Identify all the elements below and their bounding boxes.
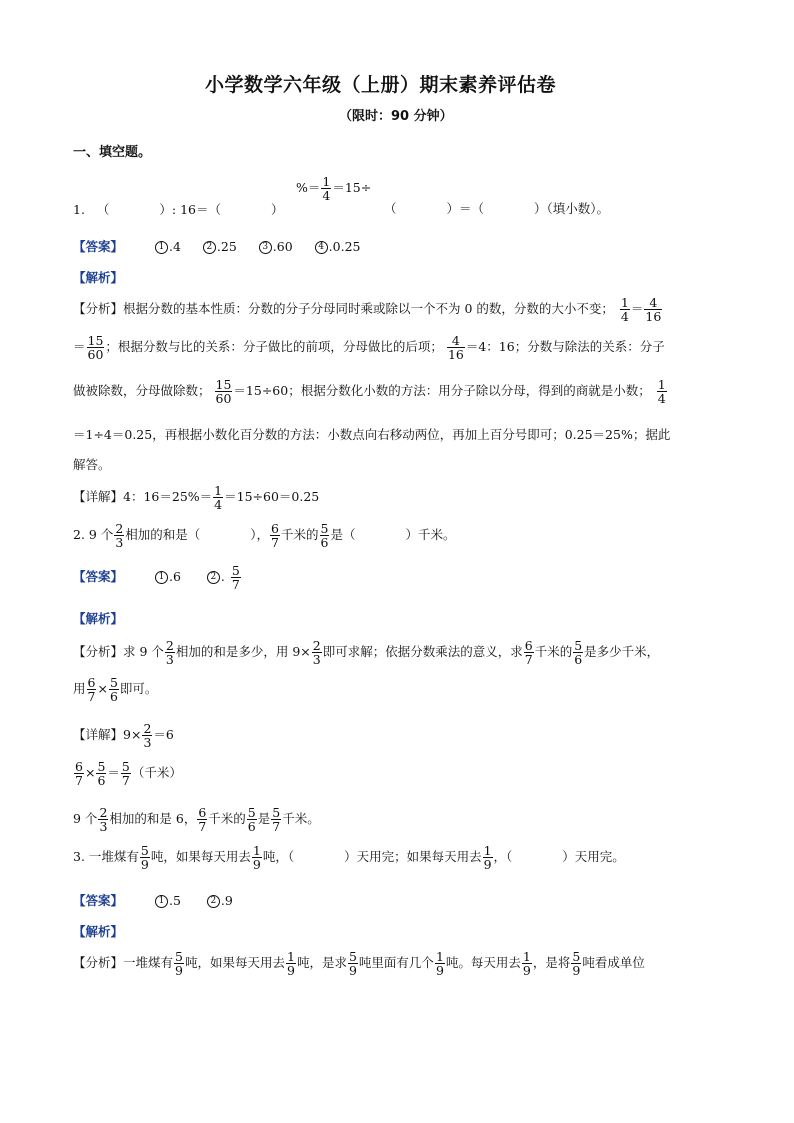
text: 相加的和是（ ）， — [125, 527, 270, 543]
q1-analysis-line1: 【分析】根据分数的基本性质：分数的分子分母同时乘或除以一个不为 0 的数，分数的大小不变； $\frac{1}{4}$ ＝ $\frac{4}{16}$ — [73, 295, 662, 325]
text: ＝ — [107, 765, 120, 781]
answer-value: 9 — [224, 893, 233, 908]
text: 根据分数的基本性质：分数的分子分母同时乘或除以一个不为 0 的数，分数的大小不变； — [123, 301, 614, 317]
text: ＝4：16；分数与除法的关系：分子 — [465, 339, 665, 355]
q1-analysis-label — [73, 268, 123, 286]
text: 即可求解；依据分数乘法的意义，求 — [322, 644, 523, 660]
page-title: 小学数学六年级（上册）期末素养评估卷 — [205, 74, 557, 96]
circle-number-icon: 1 — [155, 895, 168, 908]
answer-label: 【答案】 — [73, 239, 124, 254]
q2-analysis-line2 — [73, 676, 157, 703]
fraction: $\frac{5}{7}$ — [121, 759, 130, 789]
fraction: $\frac{6}{7}$ — [75, 759, 83, 789]
fraction: $\frac{1}{4}$ — [214, 483, 223, 513]
text: 吨里面有几个 — [358, 955, 434, 971]
analysis-label: 【解析】 — [73, 924, 124, 939]
q1-answer-row: 【答案】 1 .4 2 .25 3 .60 4 .0.25 — [73, 239, 361, 254]
xiangjie-label: 【详解】 — [73, 489, 124, 505]
fraction: $\frac{5}{7}$ — [231, 563, 240, 593]
text: 相加的和是多少，用 9× — [175, 644, 311, 660]
text: ＝15÷60；根据分数化小数的方法：用分子除以分母，得到的商就是小数； — [233, 383, 651, 399]
fraction: $\frac{6}{7}$ — [271, 521, 279, 551]
text: 4：16＝25%＝ — [123, 489, 213, 505]
text: 做被除数，分母做除数； — [73, 383, 211, 399]
fraction: $\frac{5}{9}$ — [572, 949, 581, 979]
q2-detail-line1 — [73, 722, 174, 749]
fraction: $\frac{5}{6}$ — [97, 759, 106, 789]
answer-value: 5 — [172, 893, 181, 908]
text: （千米） — [131, 765, 182, 781]
analysis-label: 【解析】 — [73, 270, 124, 285]
text: 一堆煤有 — [123, 955, 174, 971]
fraction: $\frac{5}{9}$ — [175, 949, 183, 979]
text: 千米的 — [208, 811, 246, 827]
text: 是（ ）千米。 — [330, 527, 456, 543]
fenxi-label: 【分析】 — [73, 955, 124, 971]
text: 相加的和是 6， — [109, 811, 197, 827]
text: 吨，如果每天用去 — [184, 955, 285, 971]
text: 求 9 个 — [123, 644, 164, 660]
q1-number: 1. — [73, 202, 85, 217]
q2-detail-line2 — [73, 760, 182, 787]
fraction: $\frac{2}{3}$ — [99, 805, 108, 835]
fraction: $\frac{2}{3}$ — [165, 638, 174, 668]
fraction: $\frac{1}{9}$ — [287, 949, 295, 979]
text: 9 个 — [73, 811, 98, 827]
fraction: $\frac{1}{4}$ — [620, 295, 629, 325]
text: ＝6 — [153, 727, 174, 743]
text: 吨，是求 — [296, 955, 347, 971]
fraction: $\frac{15}{60}$ — [215, 377, 232, 407]
page-subtitle: （限时：90 分钟） — [339, 109, 453, 124]
fraction: $\frac{15}{60}$ — [87, 333, 104, 363]
fraction: $\frac{1}{4}$ — [657, 377, 666, 407]
q2-conclusion — [73, 806, 320, 833]
circle-number-icon: 2 — [207, 895, 220, 908]
q1-detail — [73, 484, 319, 511]
fenxi-label: 【分析】 — [73, 301, 124, 317]
fraction: $\frac{5}{6}$ — [320, 521, 329, 551]
text: 千米的 — [534, 644, 573, 660]
text: 9× — [123, 727, 142, 743]
xiangjie-label: 【详解】 — [73, 727, 124, 743]
circle-number-icon: 4 — [315, 241, 328, 254]
fraction: $\frac{2}{3}$ — [115, 521, 124, 551]
text: × — [84, 765, 96, 781]
circle-number-icon: 3 — [259, 241, 272, 254]
question-3 — [73, 844, 625, 871]
question-1 — [73, 200, 284, 218]
q1-analysis-line5 — [73, 455, 111, 473]
text: ＝ — [73, 339, 86, 355]
text: 2. 9 个 — [73, 527, 114, 543]
fraction: $\frac{1}{9}$ — [522, 949, 531, 979]
fenxi-label: 【分析】 — [73, 644, 124, 660]
fraction: $\frac{5}{6}$ — [574, 638, 583, 668]
answer-value: 6 — [172, 569, 181, 585]
section-heading: 一、填空题。 — [73, 145, 152, 160]
circle-number-icon: 2 — [207, 571, 220, 584]
circle-number-icon: 1 — [155, 241, 168, 254]
fraction: $\frac{4}{16}$ — [447, 333, 464, 363]
answer-label: 【答案】 — [73, 569, 124, 585]
circle-number-icon: 2 — [203, 241, 216, 254]
q2-answer-row: 【答案】 1 .6 2 . $\frac{5}{7}$ — [73, 563, 240, 593]
text: 3. 一堆煤有 — [73, 849, 139, 865]
text: 千米的 — [281, 527, 319, 543]
fraction: $\frac{1}{9}$ — [435, 949, 444, 979]
q3-answer-row: 【答案】 1 .5 2 .9 — [73, 893, 233, 908]
text: 是 — [257, 811, 271, 827]
q1-part2: （ ）＝（ ）（填小数）。 — [384, 201, 610, 216]
answer-value: 4 — [172, 239, 181, 254]
q1-analysis-line2 — [73, 334, 665, 361]
text: ＝15÷60＝0.25 — [224, 489, 320, 505]
q1-fraction-expr — [296, 175, 371, 202]
answer-value: 25 — [220, 239, 237, 254]
text: 吨看成单位 — [582, 955, 645, 971]
text: ，（ ）天用完。 — [493, 849, 625, 865]
fraction: $\frac{5}{9}$ — [348, 949, 357, 979]
q2-analysis-label — [73, 609, 123, 627]
q1-analysis-line4 — [73, 425, 670, 443]
fraction: $\frac{1}{4}$ — [322, 174, 331, 204]
answer-label: 【答案】 — [73, 893, 124, 908]
fraction: $\frac{5}{7}$ — [272, 805, 281, 835]
text: 是多少千米， — [584, 644, 660, 660]
fraction: $\frac{1}{9}$ — [252, 843, 261, 873]
text: 吨，如果每天用去 — [150, 849, 251, 865]
q3-analysis-line1 — [73, 950, 645, 977]
text: 即可。 — [119, 681, 158, 697]
q2-analysis-line1 — [73, 639, 659, 666]
answer-value: 60 — [276, 239, 293, 254]
fraction: $\frac{5}{6}$ — [109, 675, 118, 705]
fraction: $\frac{1}{9}$ — [483, 843, 492, 873]
fraction: $\frac{5}{9}$ — [140, 843, 149, 873]
fraction: $\frac{4}{16}$ — [645, 295, 662, 325]
text: 解答。 — [73, 457, 111, 472]
text: 吨。每天用去 — [445, 955, 521, 971]
q1-part1: （ ）: 16＝（ ） — [96, 202, 284, 217]
q1-analysis-line3 — [73, 378, 668, 405]
text: 用 — [73, 681, 86, 697]
text: 千米。 — [282, 811, 320, 827]
q1-eq: ＝15÷ — [332, 180, 372, 196]
q3-analysis-label — [73, 922, 123, 940]
text: ；根据分数与比的关系：分子做比的前项，分母做比的后项； — [105, 339, 443, 355]
answer-value: 0.25 — [332, 239, 361, 254]
fraction: $\frac{2}{3}$ — [143, 721, 152, 751]
q1-percent: %＝ — [296, 180, 321, 196]
circle-number-icon: 1 — [155, 571, 168, 584]
analysis-label: 【解析】 — [73, 611, 124, 626]
fraction: $\frac{6}{7}$ — [198, 805, 207, 835]
fraction: $\frac{2}{3}$ — [312, 638, 321, 668]
fraction: $\frac{6}{7}$ — [87, 675, 96, 705]
text: × — [97, 681, 108, 697]
text: ，是将 — [532, 955, 571, 971]
fraction: $\frac{6}{7}$ — [524, 638, 533, 668]
fraction: $\frac{5}{6}$ — [247, 805, 256, 835]
question-2 — [73, 522, 455, 549]
text: ＝1÷4＝0.25，再根据小数化百分数的方法：小数点向右移动两位，再加上百分号即可；0.25＝25%；据此 — [73, 427, 671, 442]
text: 吨，（ ）天用完；如果每天用去 — [262, 849, 482, 865]
